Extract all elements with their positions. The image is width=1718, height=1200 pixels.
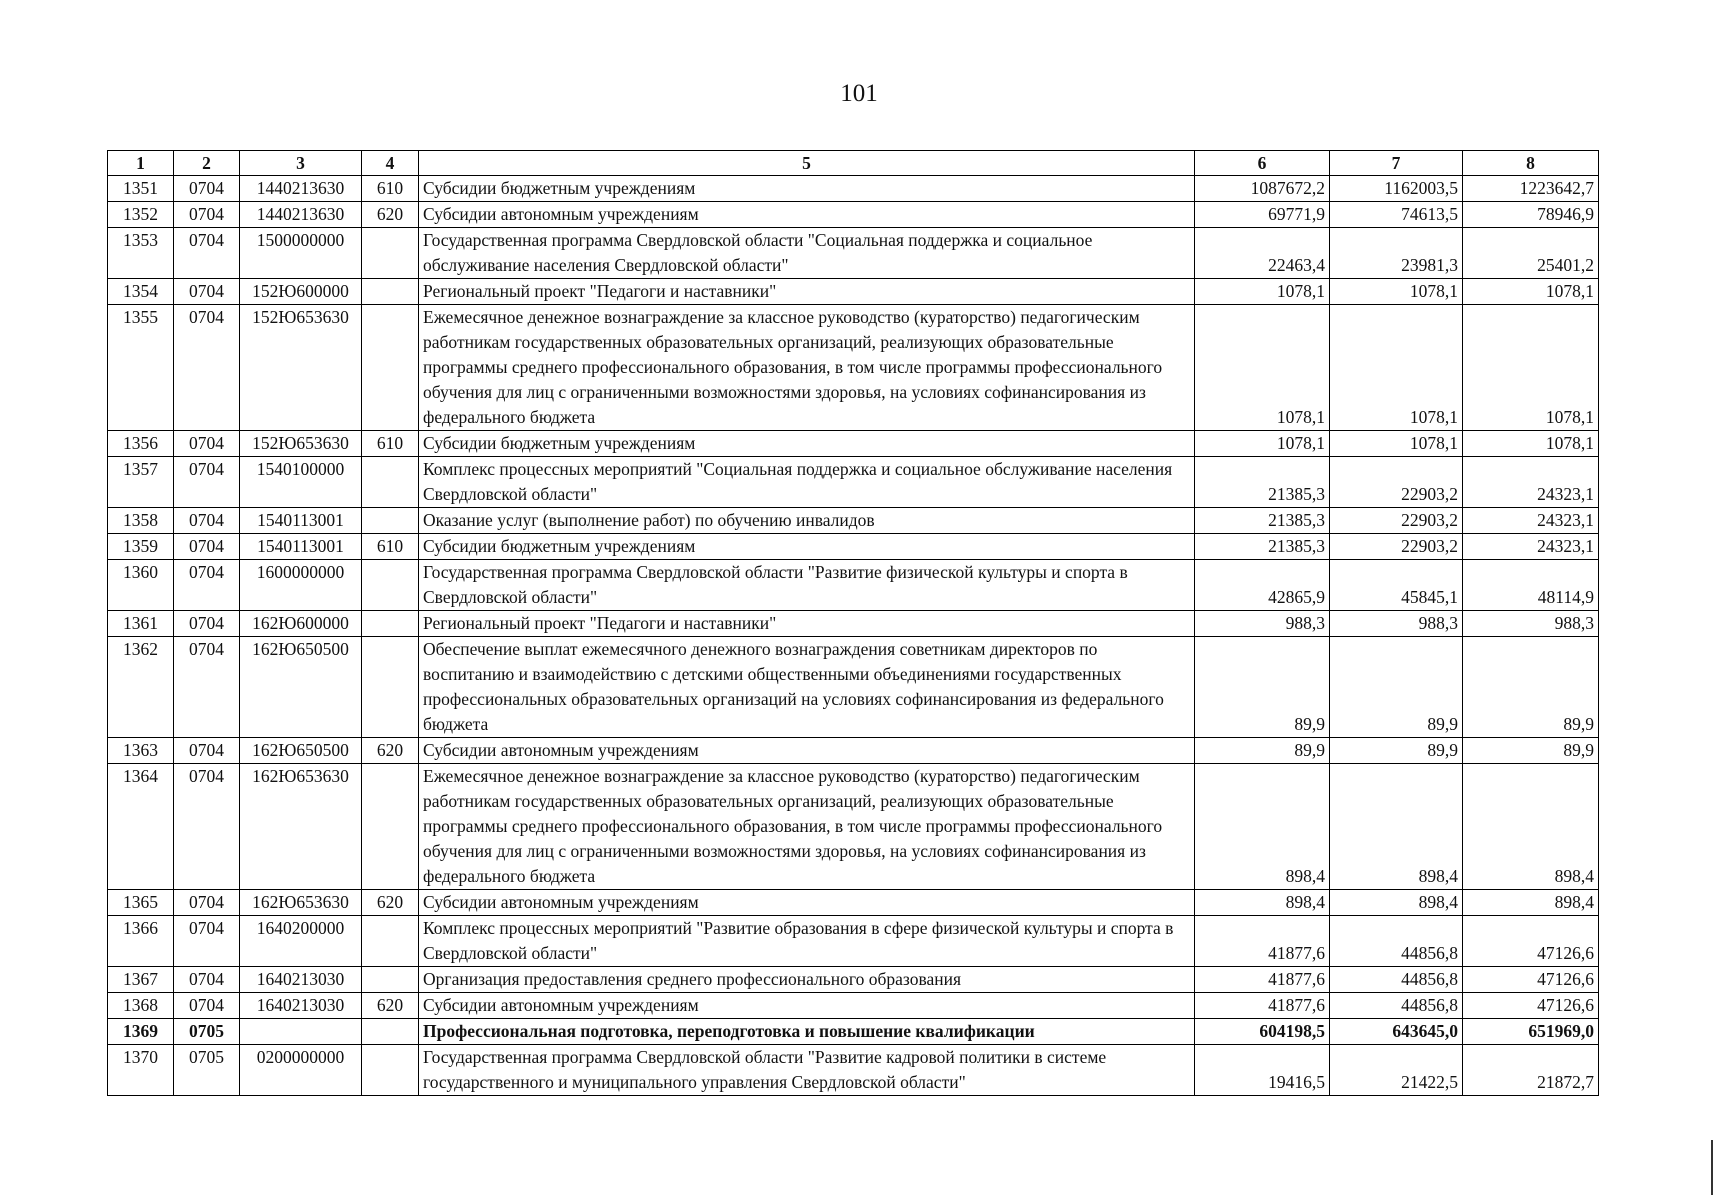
table-row: [108, 560, 1599, 611]
target-article-code-cell: 152Ю653630: [240, 431, 362, 457]
table-row: [108, 890, 1599, 916]
amount-col6-cell: 1078,1: [1195, 279, 1330, 305]
row-number-cell: 1360: [108, 560, 174, 611]
expense-type-cell: [362, 916, 419, 967]
column-header: 7: [1330, 151, 1463, 176]
amount-col6-cell: 988,3: [1195, 611, 1330, 637]
amount-col6-cell: 42865,9: [1195, 560, 1330, 611]
target-article-code-cell: 1600000000: [240, 560, 362, 611]
header-row: [108, 151, 1599, 176]
amount-col8-cell: 898,4: [1463, 890, 1599, 916]
section-code-cell: 0704: [174, 967, 240, 993]
amount-col8-cell: 47126,6: [1463, 916, 1599, 967]
expense-type-cell: [362, 967, 419, 993]
expense-type-cell: [362, 508, 419, 534]
amount-col6-cell: 21385,3: [1195, 534, 1330, 560]
amount-col8-cell: 25401,2: [1463, 228, 1599, 279]
amount-col6-cell: 41877,6: [1195, 916, 1330, 967]
description-cell: Субсидии автономным учреждениям: [419, 202, 1195, 228]
expense-type-cell: 620: [362, 993, 419, 1019]
row-number-cell: 1358: [108, 508, 174, 534]
expense-type-cell: [362, 1045, 419, 1096]
amount-col8-cell: 988,3: [1463, 611, 1599, 637]
amount-col8-cell: 47126,6: [1463, 993, 1599, 1019]
amount-col6-cell: 19416,5: [1195, 1045, 1330, 1096]
budget-table: [107, 150, 1599, 1096]
expense-type-cell: 620: [362, 738, 419, 764]
column-header: 6: [1195, 151, 1330, 176]
row-number-cell: 1356: [108, 431, 174, 457]
amount-col7-cell: 44856,8: [1330, 993, 1463, 1019]
amount-col6-cell: 898,4: [1195, 764, 1330, 890]
target-article-code-cell: 1440213630: [240, 176, 362, 202]
description-cell: Государственная программа Свердловской области "Социальная поддержка и социальное обслуживание населения Свердловской области": [419, 228, 1195, 279]
expense-type-cell: [362, 279, 419, 305]
row-number-cell: 1354: [108, 279, 174, 305]
table-row: [108, 176, 1599, 202]
expense-type-cell: [362, 1019, 419, 1045]
expense-type-cell: 610: [362, 176, 419, 202]
table-row: [108, 228, 1599, 279]
table-row: [108, 431, 1599, 457]
target-article-code-cell: 1540113001: [240, 508, 362, 534]
table-body: [108, 176, 1599, 1096]
target-article-code-cell: 1640200000: [240, 916, 362, 967]
section-code-cell: 0704: [174, 764, 240, 890]
description-cell: Организация предоставления среднего профессионального образования: [419, 967, 1195, 993]
table-row: [108, 738, 1599, 764]
target-article-code-cell: 152Ю600000: [240, 279, 362, 305]
amount-col7-cell: 74613,5: [1330, 202, 1463, 228]
expense-type-cell: [362, 611, 419, 637]
description-cell: Государственная программа Свердловской области "Развитие кадровой политики в системе государственного и муниципального управления Свердловской области": [419, 1045, 1195, 1096]
amount-col6-cell: 898,4: [1195, 890, 1330, 916]
section-code-cell: 0704: [174, 457, 240, 508]
table-row: [108, 1045, 1599, 1096]
column-header: 4: [362, 151, 419, 176]
row-number-cell: 1363: [108, 738, 174, 764]
row-number-cell: 1369: [108, 1019, 174, 1045]
target-article-code-cell: [240, 1019, 362, 1045]
description-cell: Региональный проект "Педагоги и наставники": [419, 611, 1195, 637]
page-number: 101: [840, 80, 878, 107]
table-row: [108, 202, 1599, 228]
amount-col7-cell: 988,3: [1330, 611, 1463, 637]
target-article-code-cell: 0200000000: [240, 1045, 362, 1096]
column-header: 3: [240, 151, 362, 176]
column-header: 8: [1463, 151, 1599, 176]
section-code-cell: 0704: [174, 305, 240, 431]
description-cell: Комплекс процессных мероприятий "Развитие образования в сфере физической культуры и спорта в Свердловской области": [419, 916, 1195, 967]
amount-col6-cell: 89,9: [1195, 738, 1330, 764]
amount-col8-cell: 89,9: [1463, 738, 1599, 764]
amount-col6-cell: 22463,4: [1195, 228, 1330, 279]
section-code-cell: 0704: [174, 508, 240, 534]
section-code-cell: 0704: [174, 993, 240, 1019]
target-article-code-cell: 152Ю653630: [240, 305, 362, 431]
amount-col8-cell: 898,4: [1463, 764, 1599, 890]
amount-col8-cell: 24323,1: [1463, 508, 1599, 534]
amount-col6-cell: 89,9: [1195, 637, 1330, 738]
amount-col6-cell: 21385,3: [1195, 508, 1330, 534]
expense-type-cell: [362, 764, 419, 890]
row-number-cell: 1365: [108, 890, 174, 916]
table-row: [108, 534, 1599, 560]
row-number-cell: 1367: [108, 967, 174, 993]
amount-col7-cell: 1162003,5: [1330, 176, 1463, 202]
row-number-cell: 1359: [108, 534, 174, 560]
table-row: [108, 916, 1599, 967]
table-row: [108, 764, 1599, 890]
description-cell: Государственная программа Свердловской области "Развитие физической культуры и спорта в Свердловской области": [419, 560, 1195, 611]
amount-col8-cell: 1078,1: [1463, 431, 1599, 457]
amount-col7-cell: 89,9: [1330, 637, 1463, 738]
amount-col8-cell: 1078,1: [1463, 305, 1599, 431]
row-number-cell: 1364: [108, 764, 174, 890]
table-row: [108, 279, 1599, 305]
section-code-cell: 0704: [174, 202, 240, 228]
column-header: 1: [108, 151, 174, 176]
amount-col7-cell: 898,4: [1330, 890, 1463, 916]
amount-col7-cell: 21422,5: [1330, 1045, 1463, 1096]
amount-col7-cell: 22903,2: [1330, 508, 1463, 534]
section-code-cell: 0704: [174, 228, 240, 279]
section-code-cell: 0704: [174, 611, 240, 637]
expense-type-cell: [362, 560, 419, 611]
row-number-cell: 1357: [108, 457, 174, 508]
target-article-code-cell: 162Ю600000: [240, 611, 362, 637]
amount-col8-cell: 48114,9: [1463, 560, 1599, 611]
expense-type-cell: 620: [362, 202, 419, 228]
section-code-cell: 0704: [174, 738, 240, 764]
target-article-code-cell: 1540113001: [240, 534, 362, 560]
description-cell: Субсидии автономным учреждениям: [419, 738, 1195, 764]
description-cell: Ежемесячное денежное вознаграждение за классное руководство (кураторство) педагогическим работникам государственных образовательных организаций, реализующих образовательные программы среднего профессионального образования, в том числе программы профессионального обучения для лиц с ограниченными возможностями здоровья, на условиях софинансирования из федерального бюджета: [419, 764, 1195, 890]
table-row: [108, 508, 1599, 534]
description-cell: Субсидии бюджетным учреждениям: [419, 431, 1195, 457]
amount-col8-cell: 24323,1: [1463, 457, 1599, 508]
table-row: [108, 967, 1599, 993]
expense-type-cell: [362, 457, 419, 508]
target-article-code-cell: 162Ю653630: [240, 764, 362, 890]
amount-col8-cell: 24323,1: [1463, 534, 1599, 560]
target-article-code-cell: 162Ю650500: [240, 738, 362, 764]
description-cell: Комплекс процессных мероприятий "Социальная поддержка и социальное обслуживание населения Свердловской области": [419, 457, 1195, 508]
amount-col7-cell: 23981,3: [1330, 228, 1463, 279]
amount-col6-cell: 41877,6: [1195, 993, 1330, 1019]
description-cell: Субсидии автономным учреждениям: [419, 993, 1195, 1019]
amount-col8-cell: 89,9: [1463, 637, 1599, 738]
row-number-cell: 1353: [108, 228, 174, 279]
target-article-code-cell: 1640213030: [240, 993, 362, 1019]
description-cell: Оказание услуг (выполнение работ) по обучению инвалидов: [419, 508, 1195, 534]
amount-col6-cell: 1078,1: [1195, 431, 1330, 457]
amount-col8-cell: 21872,7: [1463, 1045, 1599, 1096]
amount-col8-cell: 651969,0: [1463, 1019, 1599, 1045]
description-cell: Региональный проект "Педагоги и наставники": [419, 279, 1195, 305]
target-article-code-cell: 1440213630: [240, 202, 362, 228]
section-code-cell: 0704: [174, 560, 240, 611]
section-code-cell: 0704: [174, 279, 240, 305]
amount-col6-cell: 1087672,2: [1195, 176, 1330, 202]
amount-col7-cell: 22903,2: [1330, 457, 1463, 508]
expense-type-cell: 610: [362, 534, 419, 560]
section-code-cell: 0705: [174, 1045, 240, 1096]
expense-type-cell: [362, 305, 419, 431]
amount-col7-cell: 44856,8: [1330, 967, 1463, 993]
target-article-code-cell: 162Ю650500: [240, 637, 362, 738]
section-code-cell: 0704: [174, 890, 240, 916]
expense-type-cell: [362, 637, 419, 738]
row-number-cell: 1352: [108, 202, 174, 228]
amount-col6-cell: 604198,5: [1195, 1019, 1330, 1045]
table-row: [108, 611, 1599, 637]
row-number-cell: 1355: [108, 305, 174, 431]
description-cell: Ежемесячное денежное вознаграждение за классное руководство (кураторство) педагогическим работникам государственных образовательных организаций, реализующих образовательные программы среднего профессионального образования, в том числе программы профессионального обучения для лиц с ограниченными возможностями здоровья, на условиях софинансирования из федерального бюджета: [419, 305, 1195, 431]
row-number-cell: 1370: [108, 1045, 174, 1096]
table-row: [108, 1019, 1599, 1045]
description-cell: Профессиональная подготовка, переподготовка и повышение квалификации: [419, 1019, 1195, 1045]
section-code-cell: 0704: [174, 637, 240, 738]
description-cell: Субсидии бюджетным учреждениям: [419, 534, 1195, 560]
expense-type-cell: 610: [362, 431, 419, 457]
expense-type-cell: 620: [362, 890, 419, 916]
description-cell: Субсидии автономным учреждениям: [419, 890, 1195, 916]
description-cell: Субсидии бюджетным учреждениям: [419, 176, 1195, 202]
amount-col7-cell: 1078,1: [1330, 279, 1463, 305]
section-code-cell: 0705: [174, 1019, 240, 1045]
row-number-cell: 1366: [108, 916, 174, 967]
description-cell: Обеспечение выплат ежемесячного денежного вознаграждения советникам директоров по воспитанию и взаимодействию с детскими общественными объединениями государственных профессиональных образовательных организаций на условиях софинансирования из федерального бюджета: [419, 637, 1195, 738]
amount-col8-cell: 1078,1: [1463, 279, 1599, 305]
amount-col7-cell: 898,4: [1330, 764, 1463, 890]
row-number-cell: 1362: [108, 637, 174, 738]
amount-col7-cell: 1078,1: [1330, 305, 1463, 431]
amount-col8-cell: 78946,9: [1463, 202, 1599, 228]
row-number-cell: 1351: [108, 176, 174, 202]
amount-col6-cell: 21385,3: [1195, 457, 1330, 508]
target-article-code-cell: 162Ю653630: [240, 890, 362, 916]
amount-col7-cell: 89,9: [1330, 738, 1463, 764]
amount-col7-cell: 643645,0: [1330, 1019, 1463, 1045]
expense-type-cell: [362, 228, 419, 279]
amount-col6-cell: 41877,6: [1195, 967, 1330, 993]
amount-col8-cell: 47126,6: [1463, 967, 1599, 993]
target-article-code-cell: 1640213030: [240, 967, 362, 993]
amount-col6-cell: 1078,1: [1195, 305, 1330, 431]
section-code-cell: 0704: [174, 176, 240, 202]
amount-col7-cell: 45845,1: [1330, 560, 1463, 611]
amount-col7-cell: 44856,8: [1330, 916, 1463, 967]
section-code-cell: 0704: [174, 431, 240, 457]
table-row: [108, 305, 1599, 431]
section-code-cell: 0704: [174, 534, 240, 560]
target-article-code-cell: 1500000000: [240, 228, 362, 279]
amount-col6-cell: 69771,9: [1195, 202, 1330, 228]
amount-col8-cell: 1223642,7: [1463, 176, 1599, 202]
column-header: 2: [174, 151, 240, 176]
section-code-cell: 0704: [174, 916, 240, 967]
table-row: [108, 637, 1599, 738]
table-row: [108, 457, 1599, 508]
row-number-cell: 1368: [108, 993, 174, 1019]
scan-artifact-line: [1711, 1140, 1713, 1195]
amount-col7-cell: 1078,1: [1330, 431, 1463, 457]
row-number-cell: 1361: [108, 611, 174, 637]
table-row: [108, 993, 1599, 1019]
column-header: 5: [419, 151, 1195, 176]
amount-col7-cell: 22903,2: [1330, 534, 1463, 560]
target-article-code-cell: 1540100000: [240, 457, 362, 508]
